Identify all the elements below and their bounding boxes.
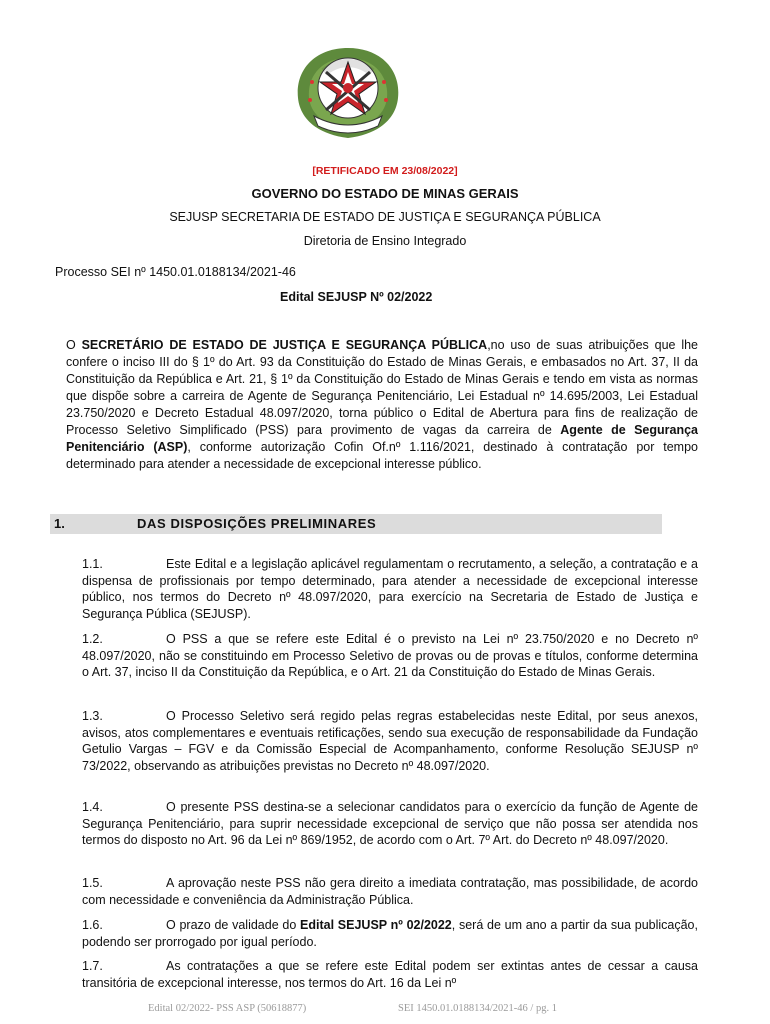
edital-reference: Edital SEJUSP nº 02/2022 bbox=[300, 918, 452, 932]
footer-document-id: Edital 02/2022- PSS ASP (50618877) bbox=[148, 1003, 307, 1014]
secretariat-title: SEJUSP SECRETARIA DE ESTADO DE JUSTIÇA E SEGURANÇA PÚBLICA bbox=[169, 210, 601, 224]
clause-1-1: 1.1. Este Edital e a legislação aplicável regulamentam o recrutamento, a seleção, a contratação e a dispensa de profissionais por tempo determinado, para atender a necessidade de excepcional interesse público, nos termos do Decreto nº 48.097/2020, para exercício na Secretaria de Estado de Justiça e Segurança Pública (SEJUSP). bbox=[82, 557, 698, 621]
edital-number: Edital SEJUSP Nº 02/2022 bbox=[280, 290, 433, 304]
career-name: Agente de Segurança Penitenciário (ASP) bbox=[66, 423, 698, 454]
secretary-title: SECRETÁRIO DE ESTADO DE JUSTIÇA E SEGURANÇA PÚBLICA bbox=[81, 338, 488, 352]
section-number: 1. bbox=[54, 516, 65, 531]
clause-1-6: 1.6. O prazo de validade do Edital SEJUSP nº 02/2022, será de um ano a partir da sua publicação, podendo ser prorrogado por igual período. bbox=[82, 918, 698, 949]
intro-paragraph: O SECRETÁRIO DE ESTADO DE JUSTIÇA E SEGURANÇA PÚBLICA,no uso de suas atribuições que lhe confere o inciso III do § 1º do Art. 93 da Constituição do Estado de Minas Gerais, e embasados no Art. 37, II da Constituição da República e Art. 21, § 1º da Constituição do Estado de Minas Gerais e tendo em vista as normas que dispõe sobre a carreira de Agente de Segurança Penitenciário, Lei Estadual nº 14.695/2003, Lei Estadual 23.750/2020 e Decreto Estadual 48.097/2020, torna público o Edital de Abertura para fins de realização de Processo Seletivo Simplificado (PSS) para provimento de vagas da carreira de Agente de Segurança Penitenciário (ASP), conforme autorização Cofin Of.nº 1.116/2021, destinado à contratação por tempo determinado para atender a necessidade de excepcional interesse público. bbox=[66, 338, 698, 471]
clause-1-3: 1.3. O Processo Seletivo será regido pelas regras estabelecidas neste Edital, por seus anexos, avisos, atos complementares e eventuais retificações, sendo sua execução de responsabilidade da Fundação Getulio Vargas – FGV e da Comissão Especial de Acompanhamento, conforme Resolução SEJUSP nº 73/2022, observando as atribuições previstas no Decreto nº 48.097/2020. bbox=[82, 709, 698, 773]
coat-of-arms-seal bbox=[290, 42, 406, 144]
footer-page-number: SEI 1450.01.0188134/2021-46 / pg. 1 bbox=[398, 1003, 557, 1014]
process-number: Processo SEI nº 1450.01.0188134/2021-46 bbox=[55, 265, 296, 279]
clause-1-2: 1.2. O PSS a que se refere este Edital é o previsto na Lei nº 23.750/2020 e no Decreto nº 48.097/2020, não se constituindo em Processo Seletivo de provas ou de provas e títulos, conforme determina o Art. 37, inciso II da Constituição da República, e o Art. 21 da Constituição do Estado de Minas Gerais. bbox=[82, 632, 698, 680]
clause-1-4: 1.4. O presente PSS destina-se a selecionar candidatos para o exercício da função de Agente de Segurança Penitenciário, para suprir necessidade excepcional de serviço que não possa ser atendida nos termos do disposto no Art. 96 da Lei nº 869/1952, de acordo com o Art. 7º Art. do Decreto nº 48.097/2020. bbox=[82, 800, 698, 848]
retification-note: [RETIFICADO EM 23/08/2022] bbox=[312, 165, 458, 177]
clause-1-7: 1.7. As contratações a que se refere este Edital podem ser extintas antes de cessar a causa transitória de excepcional interesse, nos termos do Art. 16 da Lei nº bbox=[82, 959, 698, 990]
clause-1-5: 1.5. A aprovação neste PSS não gera direito a imediata contratação, mas possibilidade, de acordo com necessidade e conveniência da Administração Pública. bbox=[82, 876, 698, 907]
government-title: GOVERNO DO ESTADO DE MINAS GERAIS bbox=[251, 186, 519, 201]
section-title: DAS DISPOSIÇÕES PRELIMINARES bbox=[137, 516, 377, 531]
directorate-title: Diretoria de Ensino Integrado bbox=[303, 234, 467, 248]
